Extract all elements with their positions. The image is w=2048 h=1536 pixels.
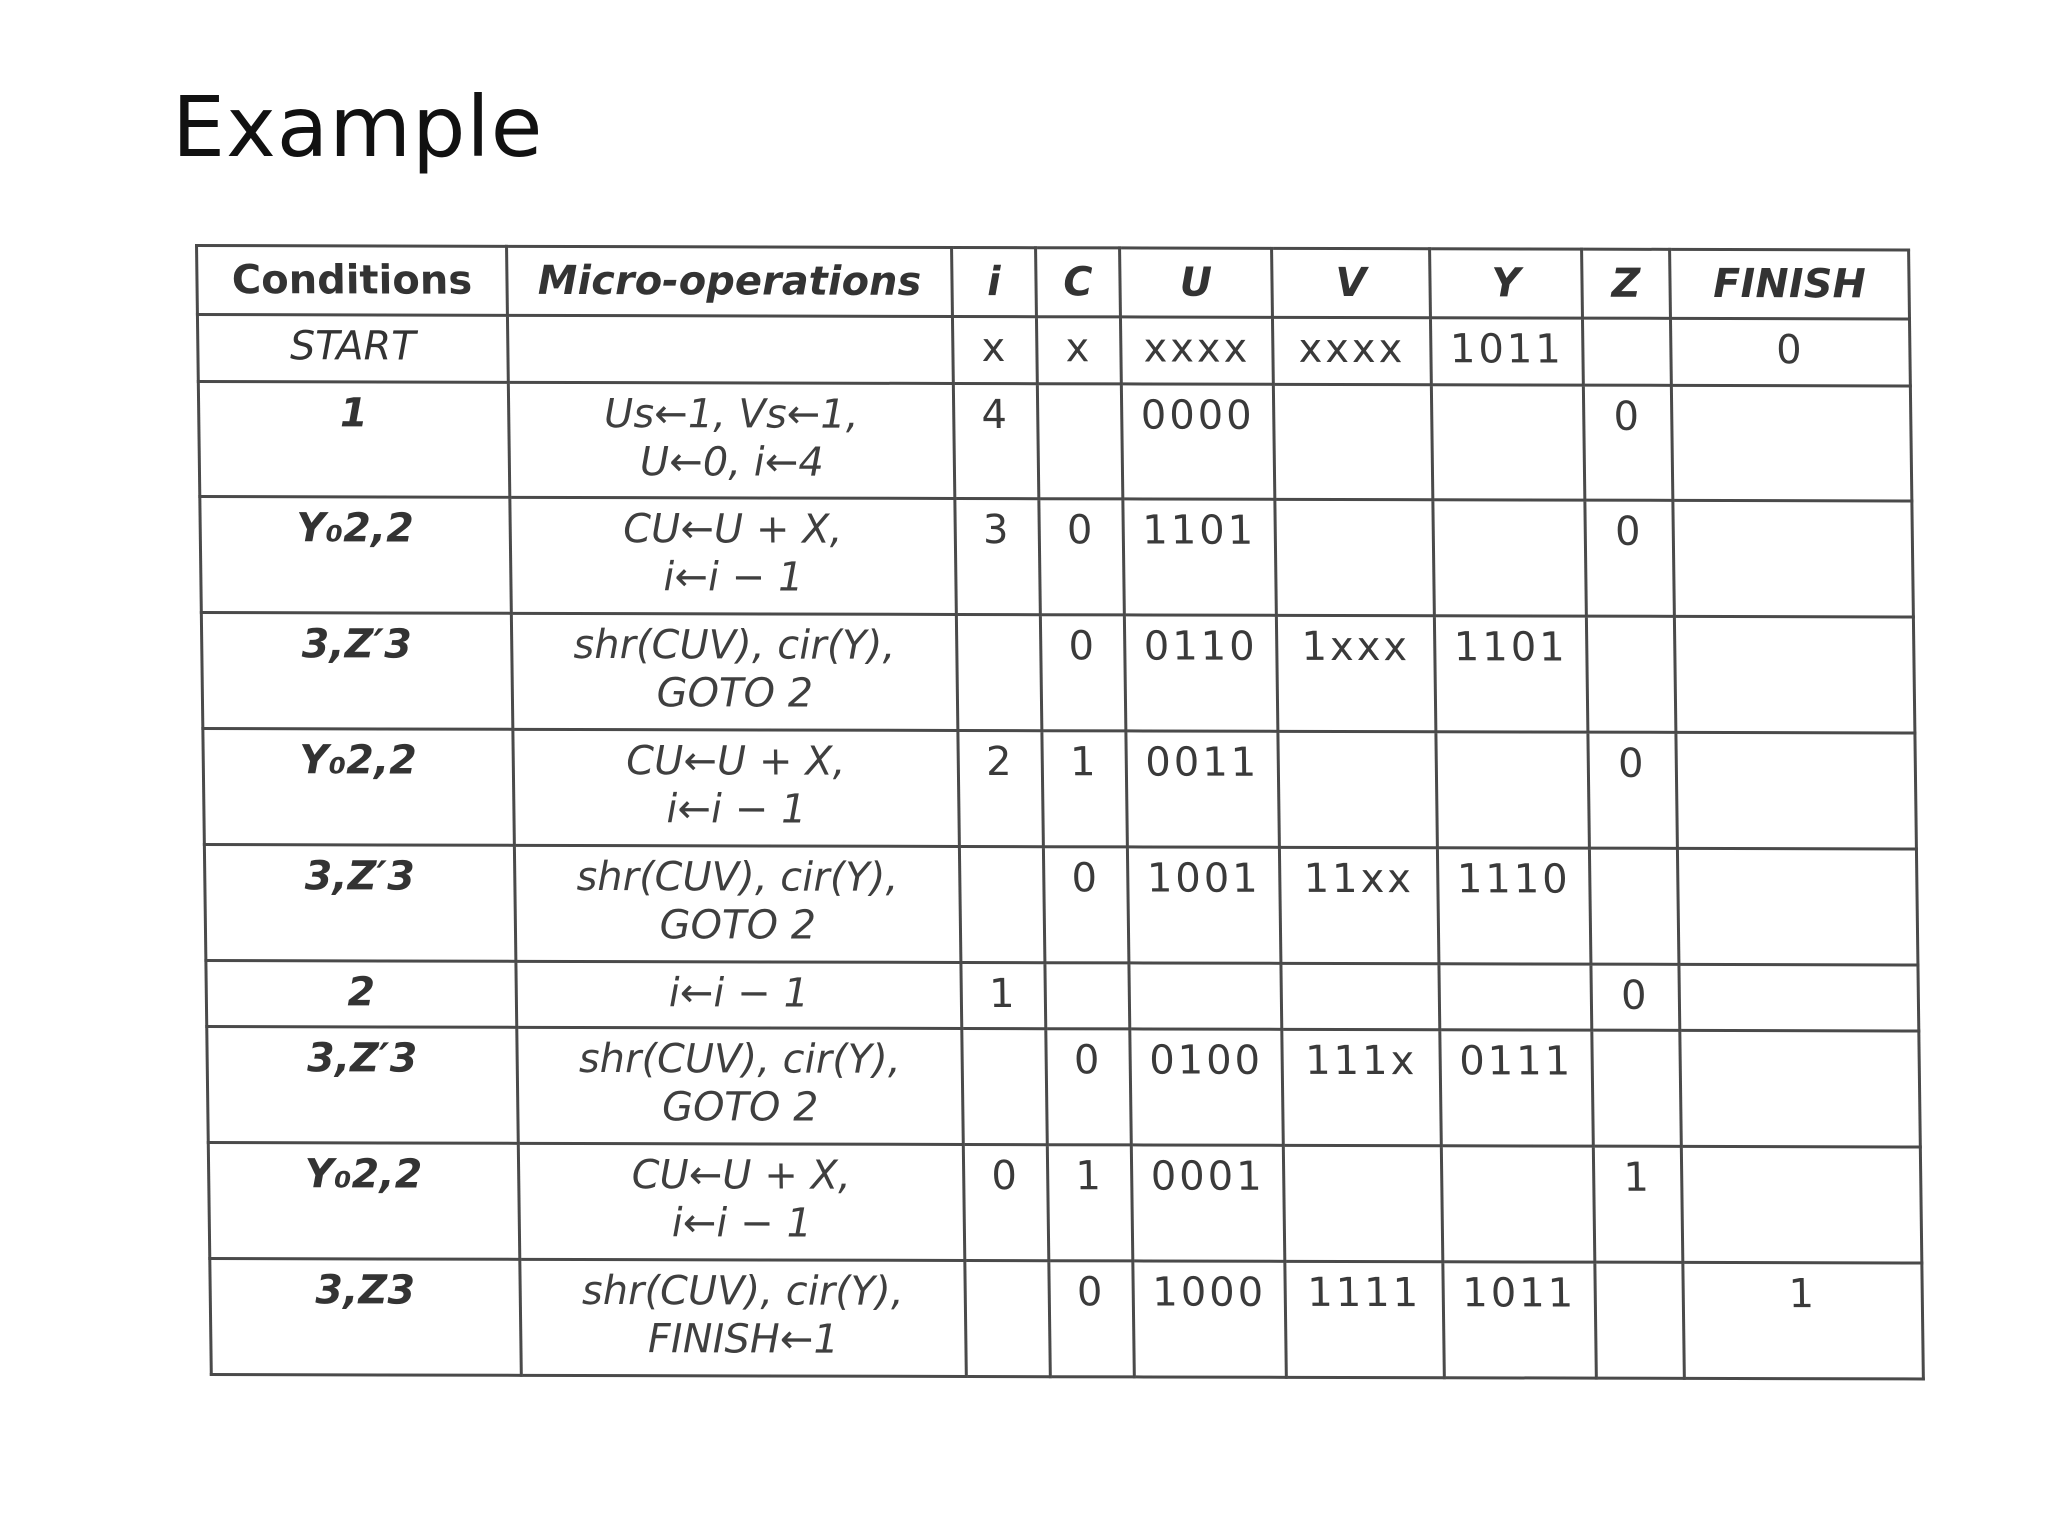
micro-operation-line: CU←U + X,: [631, 1152, 852, 1199]
cell-micro-operations: [516, 961, 962, 1029]
micro-operation-line: CU←U + X,: [625, 738, 846, 785]
cell-condition: Y₀2,2: [203, 729, 515, 846]
col-header-u: U: [1120, 248, 1273, 317]
cell-y: 1011: [1430, 318, 1583, 385]
cell-c: 0: [1049, 1261, 1135, 1377]
table-row: [207, 1027, 1921, 1147]
cell-i: [962, 1029, 1048, 1145]
cell-condition: 2: [206, 960, 517, 1027]
micro-operation-line: U←0, i←4: [639, 438, 825, 486]
cell-condition: 1: [198, 381, 510, 498]
cell-micro-operations: [507, 315, 953, 383]
cell-c: 0: [1040, 615, 1126, 731]
cell-i: 3: [955, 499, 1041, 615]
header-row: [197, 246, 1910, 319]
cell-condition: Y₀2,2: [208, 1143, 520, 1260]
micro-operation-line: GOTO 2: [659, 902, 817, 949]
micro-operation-line: i←i − 1: [666, 786, 807, 833]
cell-condition: 3,Z′3: [207, 1027, 519, 1144]
cell-v: [1273, 384, 1433, 500]
cell-y: [1431, 384, 1585, 500]
slide-title: Example: [172, 78, 544, 176]
cell-i: 2: [958, 731, 1044, 847]
cell-micro-operations: [520, 1259, 967, 1376]
cell-c: [1045, 962, 1130, 1029]
cell-i: 4: [953, 383, 1039, 499]
cell-i: [965, 1261, 1051, 1377]
cell-condition: 3,Z′3: [201, 613, 513, 730]
cell-v: xxxx: [1272, 317, 1431, 384]
cell-i: [956, 615, 1042, 731]
table-body: [197, 315, 1923, 1379]
cell-i: [959, 846, 1045, 962]
cell-v: 11xx: [1279, 847, 1439, 963]
cell-finish: [1681, 1147, 1922, 1263]
cell-u: 0001: [1131, 1145, 1285, 1261]
cell-condition: Y₀2,2: [200, 497, 512, 614]
cell-z: [1582, 318, 1671, 385]
cell-micro-operations: [510, 498, 957, 615]
micro-operation-line: [515, 323, 945, 324]
cell-finish: [1673, 501, 1914, 617]
cell-micro-operations: [517, 1028, 964, 1145]
table-row: [203, 729, 1917, 849]
cell-finish: [1671, 385, 1912, 501]
cell-u: 1001: [1127, 847, 1281, 963]
micro-operation-line: GOTO 2: [661, 1084, 819, 1131]
cell-v: [1283, 1146, 1443, 1262]
cell-c: 1: [1042, 731, 1128, 847]
micro-operation-line: GOTO 2: [656, 670, 814, 717]
cell-i: 0: [963, 1145, 1049, 1261]
cell-c: 0: [1039, 499, 1125, 615]
cell-v: [1275, 500, 1435, 616]
table-row: [201, 613, 1915, 733]
cell-y: [1439, 963, 1592, 1030]
cell-c: 1: [1047, 1145, 1133, 1261]
col-header-finish: FINISH: [1670, 249, 1910, 319]
col-header-micro-operations: Micro-operations: [507, 246, 953, 316]
table-row: [210, 1259, 1924, 1379]
table-row: [206, 960, 1919, 1031]
cell-condition: START: [197, 315, 508, 382]
cell-y: 0111: [1440, 1030, 1594, 1146]
cell-condition: 3,Z3: [210, 1259, 522, 1376]
cell-y: 1101: [1434, 616, 1588, 732]
cell-micro-operations: [508, 382, 955, 499]
col-header-i: i: [952, 247, 1037, 316]
cell-u: 0100: [1130, 1029, 1284, 1145]
cell-v: 111x: [1282, 1030, 1442, 1146]
cell-z: [1595, 1262, 1685, 1378]
cell-u: 0000: [1121, 384, 1275, 500]
micro-operation-line: i←i − 1: [668, 969, 810, 1017]
col-header-z: Z: [1582, 249, 1671, 318]
cell-v: 1xxx: [1276, 616, 1436, 732]
cell-finish: [1677, 848, 1918, 964]
cell-z: [1589, 848, 1679, 964]
cell-v: [1281, 963, 1440, 1030]
table-row: [208, 1143, 1922, 1263]
cell-c: 0: [1043, 847, 1129, 963]
cell-micro-operations: [514, 845, 961, 962]
cell-u: 0011: [1126, 731, 1280, 847]
cell-z: 0: [1591, 964, 1680, 1031]
micro-operation-line: shr(CUV), cir(Y),: [576, 853, 899, 901]
cell-u: xxxx: [1120, 317, 1273, 384]
micro-operation-line: i←i − 1: [662, 554, 804, 602]
cell-finish: [1676, 732, 1917, 848]
col-header-c: C: [1036, 248, 1121, 317]
cell-z: 0: [1583, 385, 1673, 501]
cell-y: [1441, 1146, 1595, 1262]
cell-y: 1110: [1437, 848, 1591, 964]
cell-i: x: [952, 316, 1037, 383]
table-row: [200, 497, 1914, 617]
cell-finish: [1674, 617, 1915, 733]
micro-operation-line: FINISH←1: [647, 1316, 840, 1363]
cell-micro-operations: [513, 729, 960, 846]
cell-micro-operations: [511, 614, 958, 731]
table-row: [197, 315, 1910, 386]
cell-u: 0110: [1124, 615, 1278, 731]
micro-operation-line: shr(CUV), cir(Y),: [581, 1268, 904, 1315]
cell-condition: 3,Z′3: [204, 844, 516, 961]
cell-c: [1037, 383, 1123, 499]
cell-u: 1000: [1133, 1261, 1287, 1377]
micro-operation-line: [515, 323, 945, 324]
cell-z: 0: [1588, 732, 1678, 848]
cell-z: 1: [1593, 1146, 1683, 1262]
cell-z: [1592, 1031, 1682, 1147]
micro-operation-line: shr(CUV), cir(Y),: [573, 622, 896, 670]
col-header-y: Y: [1430, 249, 1583, 318]
col-header-conditions: Conditions: [197, 246, 508, 316]
cell-u: 1101: [1123, 499, 1277, 615]
cell-z: [1586, 616, 1676, 732]
scanned-table-image: [195, 244, 1922, 1380]
cell-z: 0: [1585, 501, 1675, 617]
col-header-v: V: [1272, 248, 1431, 317]
table-row: [204, 844, 1918, 964]
multiplication-steps-table: [195, 244, 1925, 1380]
cell-y: [1433, 500, 1587, 616]
micro-operation-line: CU←U + X,: [622, 506, 843, 554]
cell-v: [1278, 731, 1438, 847]
cell-finish: [1680, 1031, 1921, 1147]
cell-i: 1: [961, 962, 1046, 1029]
cell-micro-operations: [518, 1144, 965, 1261]
micro-operation-line: i←i − 1: [671, 1200, 813, 1247]
cell-y: 1011: [1443, 1262, 1597, 1378]
cell-u: [1129, 963, 1282, 1030]
cell-finish: 0: [1670, 318, 1910, 385]
cell-y: [1436, 732, 1590, 848]
micro-operation-line: Us←1, Vs←1,: [603, 390, 859, 438]
cell-c: x: [1036, 317, 1121, 384]
micro-operation-line: shr(CUV), cir(Y),: [578, 1036, 901, 1084]
cell-finish: 1: [1683, 1262, 1924, 1379]
cell-v: 1111: [1285, 1261, 1445, 1377]
cell-finish: [1679, 964, 1919, 1031]
table-row: [198, 381, 1912, 501]
cell-c: 0: [1046, 1029, 1132, 1145]
